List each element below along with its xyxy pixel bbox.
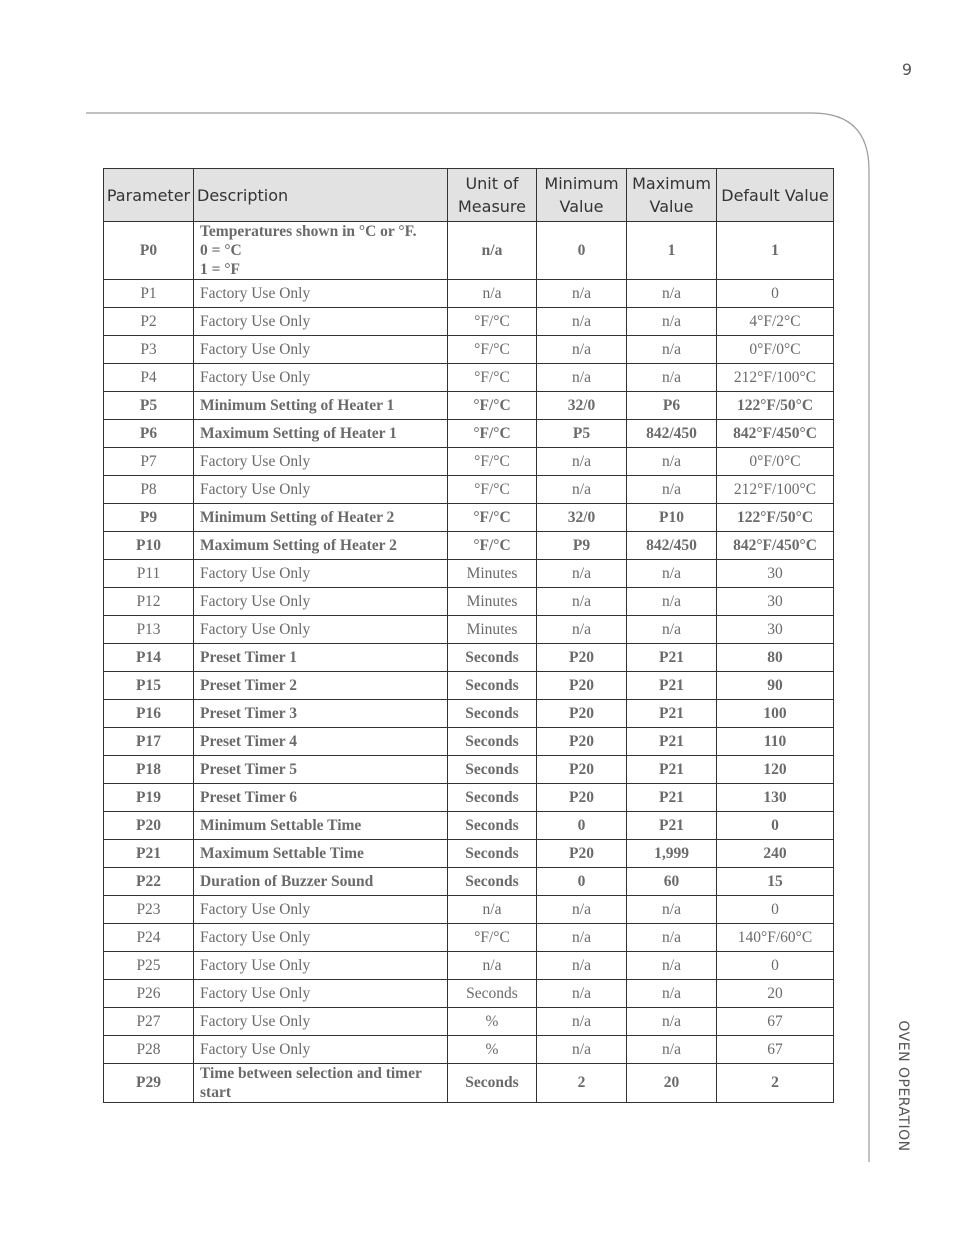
- table-row: [104, 532, 834, 560]
- parameter-cell: P10: [104, 532, 194, 560]
- default-cell: 240: [717, 840, 834, 868]
- table-row: [104, 840, 834, 868]
- default-cell: 0: [717, 280, 834, 308]
- header-parameter: Parameter: [104, 169, 194, 222]
- description-cell: Factory Use Only: [194, 952, 448, 980]
- max-cell: n/a: [627, 1036, 717, 1064]
- unit-cell: Seconds: [448, 756, 537, 784]
- min-cell: P5: [537, 420, 627, 448]
- min-cell: n/a: [537, 896, 627, 924]
- unit-cell: Minutes: [448, 560, 537, 588]
- table-row: [104, 1008, 834, 1036]
- unit-cell: °F/°C: [448, 504, 537, 532]
- max-cell: 1,999: [627, 840, 717, 868]
- table-row: [104, 784, 834, 812]
- unit-cell: Seconds: [448, 784, 537, 812]
- description-cell: Maximum Setting of Heater 2: [194, 532, 448, 560]
- parameter-cell: P29: [104, 1064, 194, 1103]
- table-row: [104, 448, 834, 476]
- max-cell: P21: [627, 672, 717, 700]
- parameter-cell: P8: [104, 476, 194, 504]
- table-row: [104, 644, 834, 672]
- parameter-cell: P1: [104, 280, 194, 308]
- header-min: Minimum Value: [537, 169, 627, 222]
- description-line: 0 = °C: [200, 242, 242, 259]
- table-header-row: [104, 169, 834, 222]
- min-cell: n/a: [537, 448, 627, 476]
- description-cell: Factory Use Only: [194, 308, 448, 336]
- default-cell: 130: [717, 784, 834, 812]
- unit-cell: °F/°C: [448, 420, 537, 448]
- description-cell: Preset Timer 4: [194, 728, 448, 756]
- min-cell: 32/0: [537, 504, 627, 532]
- table-row: [104, 280, 834, 308]
- parameter-cell: P9: [104, 504, 194, 532]
- max-cell: P6: [627, 392, 717, 420]
- description-cell: Factory Use Only: [194, 924, 448, 952]
- min-cell: n/a: [537, 336, 627, 364]
- parameter-cell: P25: [104, 952, 194, 980]
- description-cell: Preset Timer 2: [194, 672, 448, 700]
- parameter-cell: P4: [104, 364, 194, 392]
- unit-cell: °F/°C: [448, 924, 537, 952]
- parameter-cell: P27: [104, 1008, 194, 1036]
- unit-cell: °F/°C: [448, 392, 537, 420]
- description-cell: Preset Timer 5: [194, 756, 448, 784]
- unit-cell: n/a: [448, 952, 537, 980]
- min-cell: 2: [537, 1064, 627, 1103]
- unit-cell: Minutes: [448, 588, 537, 616]
- table-row: [104, 476, 834, 504]
- parameter-cell: P18: [104, 756, 194, 784]
- max-cell: P21: [627, 812, 717, 840]
- parameter-table: [103, 168, 834, 1103]
- max-cell: n/a: [627, 952, 717, 980]
- default-cell: 122°F/50°C: [717, 504, 834, 532]
- description-cell: Factory Use Only: [194, 1008, 448, 1036]
- min-cell: P20: [537, 700, 627, 728]
- min-cell: 0: [537, 812, 627, 840]
- description-cell: Preset Timer 3: [194, 700, 448, 728]
- max-cell: n/a: [627, 616, 717, 644]
- unit-cell: °F/°C: [448, 336, 537, 364]
- page-number: 9: [901, 60, 913, 79]
- table-row: [104, 308, 834, 336]
- min-cell: P20: [537, 728, 627, 756]
- table-row: [104, 392, 834, 420]
- min-cell: P20: [537, 784, 627, 812]
- parameter-cell: P21: [104, 840, 194, 868]
- min-cell: n/a: [537, 280, 627, 308]
- max-cell: n/a: [627, 476, 717, 504]
- default-cell: 212°F/100°C: [717, 476, 834, 504]
- unit-cell: %: [448, 1008, 537, 1036]
- parameter-cell: P19: [104, 784, 194, 812]
- default-cell: 842°F/450°C: [717, 420, 834, 448]
- table-row: [104, 896, 834, 924]
- max-cell: n/a: [627, 560, 717, 588]
- default-cell: 122°F/50°C: [717, 392, 834, 420]
- description-cell: Factory Use Only: [194, 364, 448, 392]
- min-cell: 0: [537, 222, 627, 280]
- description-cell: Minimum Setting of Heater 1: [194, 392, 448, 420]
- table-row: [104, 868, 834, 896]
- max-cell: n/a: [627, 308, 717, 336]
- default-cell: 212°F/100°C: [717, 364, 834, 392]
- parameter-cell: P22: [104, 868, 194, 896]
- table-row: [104, 980, 834, 1008]
- table-row: [104, 812, 834, 840]
- table-body: [104, 222, 834, 1103]
- default-cell: 100: [717, 700, 834, 728]
- min-cell: 0: [537, 868, 627, 896]
- description-cell: Factory Use Only: [194, 1036, 448, 1064]
- description-cell: Duration of Buzzer Sound: [194, 868, 448, 896]
- max-cell: n/a: [627, 1008, 717, 1036]
- table-row: [104, 588, 834, 616]
- table-row: [104, 616, 834, 644]
- header-unit: Unit of Measure: [448, 169, 537, 222]
- unit-cell: Seconds: [448, 1064, 537, 1103]
- table-row: [104, 672, 834, 700]
- max-cell: P21: [627, 644, 717, 672]
- min-cell: n/a: [537, 1036, 627, 1064]
- min-cell: n/a: [537, 308, 627, 336]
- parameter-cell: P0: [104, 222, 194, 280]
- header-default: Default Value: [717, 169, 834, 222]
- description-cell: Factory Use Only: [194, 616, 448, 644]
- unit-cell: °F/°C: [448, 532, 537, 560]
- parameter-cell: P20: [104, 812, 194, 840]
- default-cell: 67: [717, 1036, 834, 1064]
- description-line: 1 = °F: [200, 261, 240, 278]
- min-cell: n/a: [537, 924, 627, 952]
- description-cell: Time between selection and timer start: [194, 1064, 448, 1103]
- min-cell: n/a: [537, 616, 627, 644]
- parameter-cell: P26: [104, 980, 194, 1008]
- max-cell: P21: [627, 700, 717, 728]
- default-cell: 0°F/0°C: [717, 336, 834, 364]
- max-cell: P21: [627, 756, 717, 784]
- description-cell: Factory Use Only: [194, 476, 448, 504]
- default-cell: 30: [717, 616, 834, 644]
- parameter-cell: P24: [104, 924, 194, 952]
- description-cell: Factory Use Only: [194, 560, 448, 588]
- default-cell: 0: [717, 812, 834, 840]
- max-cell: P10: [627, 504, 717, 532]
- unit-cell: n/a: [448, 280, 537, 308]
- min-cell: P9: [537, 532, 627, 560]
- description-cell: [194, 222, 448, 280]
- unit-cell: Seconds: [448, 672, 537, 700]
- min-cell: n/a: [537, 476, 627, 504]
- default-cell: 15: [717, 868, 834, 896]
- min-cell: n/a: [537, 588, 627, 616]
- max-cell: 842/450: [627, 532, 717, 560]
- unit-cell: %: [448, 1036, 537, 1064]
- unit-cell: Seconds: [448, 812, 537, 840]
- table-row: [104, 1064, 834, 1103]
- default-cell: 0: [717, 952, 834, 980]
- max-cell: n/a: [627, 364, 717, 392]
- max-cell: n/a: [627, 588, 717, 616]
- default-cell: 2: [717, 1064, 834, 1103]
- max-cell: n/a: [627, 924, 717, 952]
- default-cell: 0: [717, 896, 834, 924]
- table-row: [104, 756, 834, 784]
- unit-cell: °F/°C: [448, 308, 537, 336]
- min-cell: n/a: [537, 1008, 627, 1036]
- max-cell: n/a: [627, 896, 717, 924]
- min-cell: P20: [537, 840, 627, 868]
- max-cell: P21: [627, 728, 717, 756]
- min-cell: n/a: [537, 952, 627, 980]
- parameter-cell: P12: [104, 588, 194, 616]
- unit-cell: Seconds: [448, 868, 537, 896]
- default-cell: 842°F/450°C: [717, 532, 834, 560]
- parameter-cell: P23: [104, 896, 194, 924]
- parameter-cell: P2: [104, 308, 194, 336]
- default-cell: 20: [717, 980, 834, 1008]
- default-cell: 30: [717, 560, 834, 588]
- parameter-cell: P16: [104, 700, 194, 728]
- unit-cell: Seconds: [448, 980, 537, 1008]
- unit-cell: Seconds: [448, 700, 537, 728]
- unit-cell: Minutes: [448, 616, 537, 644]
- min-cell: 32/0: [537, 392, 627, 420]
- parameter-cell: P5: [104, 392, 194, 420]
- description-cell: Factory Use Only: [194, 280, 448, 308]
- parameter-cell: P3: [104, 336, 194, 364]
- table-row: [104, 420, 834, 448]
- parameter-cell: P11: [104, 560, 194, 588]
- unit-cell: °F/°C: [448, 364, 537, 392]
- parameter-cell: P14: [104, 644, 194, 672]
- description-cell: Minimum Setting of Heater 2: [194, 504, 448, 532]
- description-cell: Minimum Settable Time: [194, 812, 448, 840]
- table-row: [104, 364, 834, 392]
- default-cell: 140°F/60°C: [717, 924, 834, 952]
- description-cell: Maximum Settable Time: [194, 840, 448, 868]
- min-cell: n/a: [537, 560, 627, 588]
- min-cell: P20: [537, 756, 627, 784]
- table-row: [104, 1036, 834, 1064]
- table-row: [104, 700, 834, 728]
- default-cell: 90: [717, 672, 834, 700]
- min-cell: n/a: [537, 364, 627, 392]
- table-row: [104, 222, 834, 280]
- description-cell: Preset Timer 1: [194, 644, 448, 672]
- unit-cell: °F/°C: [448, 448, 537, 476]
- default-cell: 4°F/2°C: [717, 308, 834, 336]
- description-cell: Maximum Setting of Heater 1: [194, 420, 448, 448]
- description-cell: Factory Use Only: [194, 896, 448, 924]
- unit-cell: n/a: [448, 222, 537, 280]
- parameter-cell: P7: [104, 448, 194, 476]
- parameter-cell: P15: [104, 672, 194, 700]
- parameter-cell: P13: [104, 616, 194, 644]
- table-row: [104, 504, 834, 532]
- parameter-cell: P6: [104, 420, 194, 448]
- table-row: [104, 924, 834, 952]
- max-cell: n/a: [627, 336, 717, 364]
- unit-cell: Seconds: [448, 840, 537, 868]
- default-cell: 110: [717, 728, 834, 756]
- max-cell: 20: [627, 1064, 717, 1103]
- unit-cell: Seconds: [448, 728, 537, 756]
- description-cell: Factory Use Only: [194, 980, 448, 1008]
- default-cell: 30: [717, 588, 834, 616]
- max-cell: 60: [627, 868, 717, 896]
- description-cell: Preset Timer 6: [194, 784, 448, 812]
- header-max: Maximum Value: [627, 169, 717, 222]
- max-cell: P21: [627, 784, 717, 812]
- table-row: [104, 952, 834, 980]
- description-cell: Factory Use Only: [194, 448, 448, 476]
- table-row: [104, 336, 834, 364]
- description-line: Temperatures shown in °C or °F.: [200, 223, 417, 240]
- section-label: OVEN OPERATION: [895, 1020, 911, 1152]
- max-cell: n/a: [627, 280, 717, 308]
- table-row: [104, 560, 834, 588]
- parameter-cell: P17: [104, 728, 194, 756]
- table-row: [104, 728, 834, 756]
- max-cell: n/a: [627, 448, 717, 476]
- default-cell: 120: [717, 756, 834, 784]
- max-cell: 1: [627, 222, 717, 280]
- min-cell: n/a: [537, 980, 627, 1008]
- max-cell: n/a: [627, 980, 717, 1008]
- description-cell: Factory Use Only: [194, 588, 448, 616]
- header-description: Description: [194, 169, 448, 222]
- description-cell: Factory Use Only: [194, 336, 448, 364]
- default-cell: 67: [717, 1008, 834, 1036]
- default-cell: 1: [717, 222, 834, 280]
- max-cell: 842/450: [627, 420, 717, 448]
- default-cell: 0°F/0°C: [717, 448, 834, 476]
- min-cell: P20: [537, 672, 627, 700]
- default-cell: 80: [717, 644, 834, 672]
- unit-cell: Seconds: [448, 644, 537, 672]
- unit-cell: n/a: [448, 896, 537, 924]
- min-cell: P20: [537, 644, 627, 672]
- parameter-cell: P28: [104, 1036, 194, 1064]
- unit-cell: °F/°C: [448, 476, 537, 504]
